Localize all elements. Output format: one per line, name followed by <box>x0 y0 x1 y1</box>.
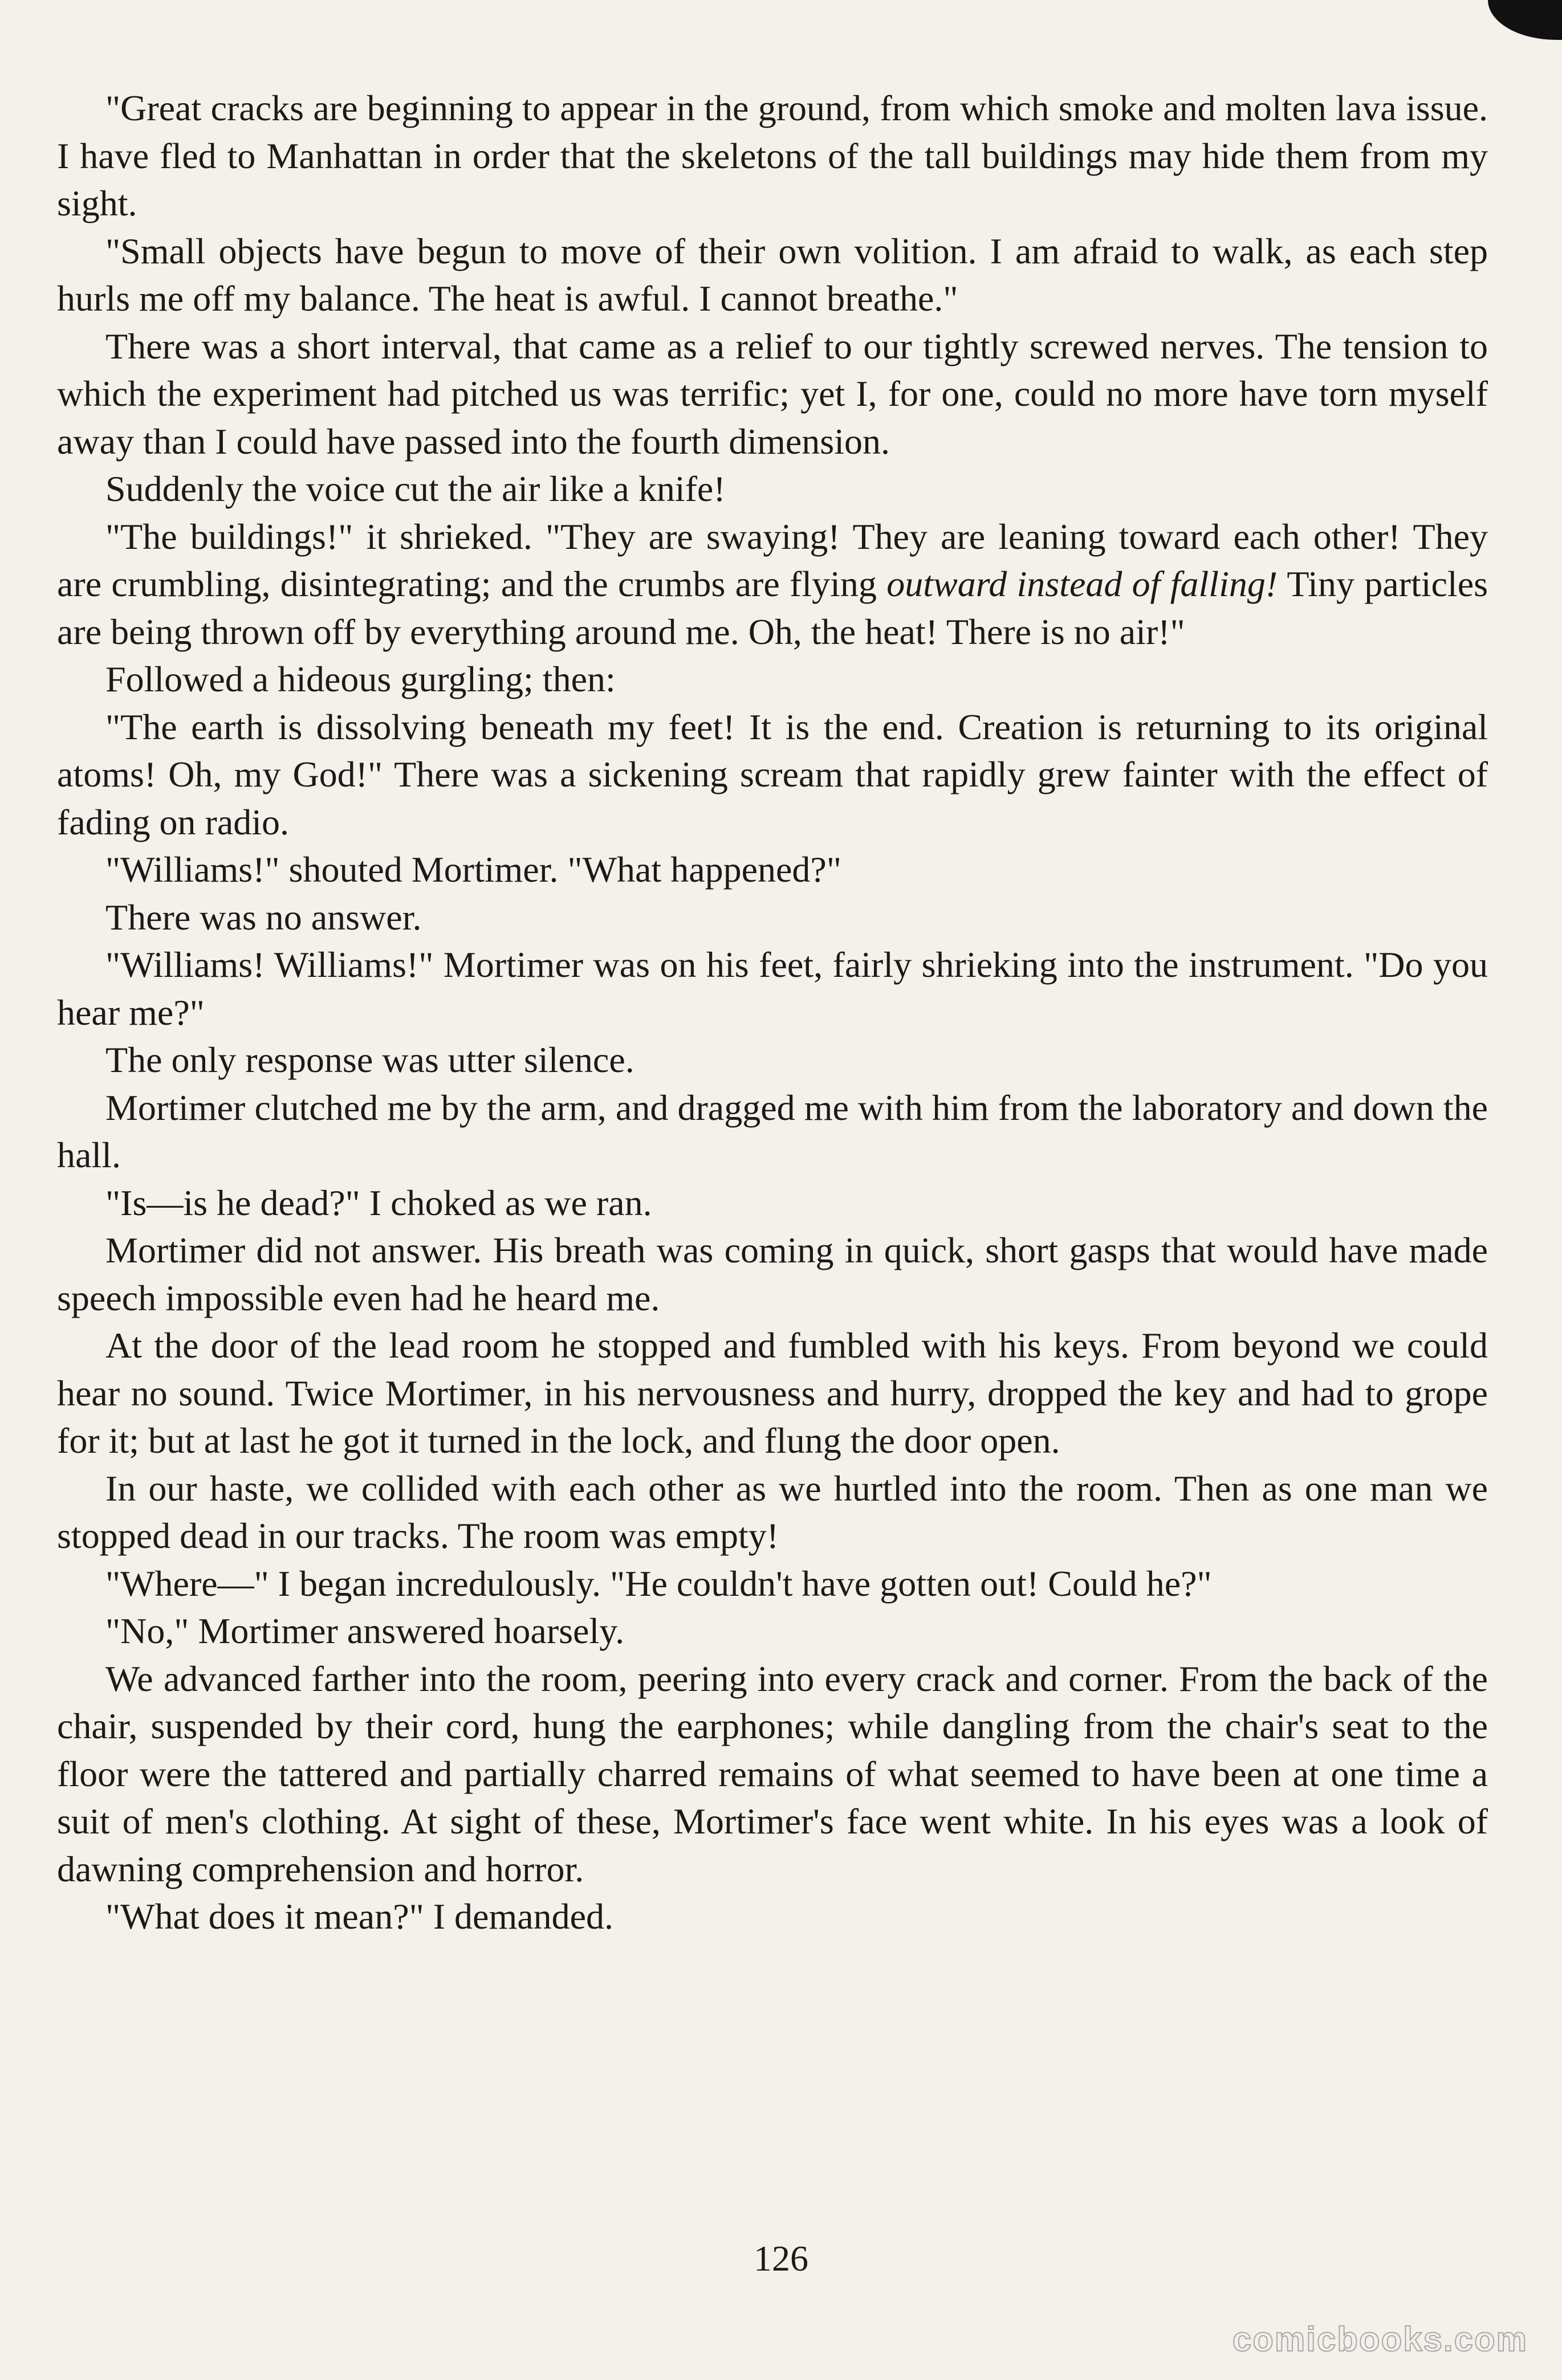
paragraph-text: Tiny particles are being thrown off by everything around me. Oh, the heat! There is no air!" <box>57 564 1488 652</box>
paragraph: "No," Mortimer answered hoarsely. <box>105 1611 625 1651</box>
paragraph <box>57 513 1488 656</box>
paragraph: Mortimer clutched me by the arm, and dragged me with him from the laboratory and down the hall. <box>57 1087 1488 1175</box>
paragraph: "Where—" I began incredulously. "He couldn't have gotten out! Could he?" <box>105 1563 1212 1604</box>
paragraph: "Small objects have begun to move of their own volition. I am afraid to walk, as each step hurls me off my balance. The heat is awful. I cannot breathe." <box>57 230 1488 319</box>
paragraph-text: "The buildings!" it shrieked. "They are swaying! They are leaning toward each other! They are crumbling, disintegrating; and the crumbs are flying <box>57 516 1488 604</box>
paragraph: We advanced farther into the room, peering into every crack and corner. From the back of the chair, suspended by their cord, hung the earphones; while dangling from the chair's seat to the floor were the tattered and partially charred remains of what seemed to have been at one time a suit of men's clothing. At sight of these, Mortimer's face went white. In his eyes was a look of dawning comprehension and horror. <box>57 1658 1488 1889</box>
emphasized-text: outward instead of falling! <box>886 564 1278 604</box>
paragraph: The only response was utter silence. <box>105 1040 634 1080</box>
paragraph: "What does it mean?" I demanded. <box>105 1896 614 1937</box>
site-watermark: comicbooks.com <box>1232 2320 1528 2358</box>
paragraph: Followed a hideous gurgling; then: <box>105 659 616 699</box>
story-text <box>57 84 1488 1941</box>
paragraph: At the door of the lead room he stopped and fumbled with his keys. From beyond we could hear no sound. Twice Mortimer, in his nervousness and hurry, dropped the key and had to grope for it; but at last he got it turned in the lock, and flung the door open. <box>57 1325 1488 1461</box>
paragraph: In our haste, we collided with each other as we hurtled into the room. Then as one man we stopped dead in our tracks. The room was empty! <box>57 1468 1488 1556</box>
paragraph: "Williams! Williams!" Mortimer was on his feet, fairly shrieking into the instrument. "Do you hear me?" <box>57 944 1488 1033</box>
paragraph: "Is—is he dead?" I choked as we ran. <box>105 1182 652 1223</box>
paragraph: Mortimer did not answer. His breath was coming in quick, short gasps that would have made speech impossible even had he heard me. <box>57 1230 1488 1318</box>
paragraph: There was a short interval, that came as a relief to our tightly screwed nerves. The tension to which the experiment had pitched us was terrific; yet I, for one, could no more have torn myself away than I could have passed into the fourth dimension. <box>57 325 1488 462</box>
paragraph: "The earth is dissolving beneath my feet! It is the end. Creation is returning to its original atoms! Oh, my God!" There was a sickening scream that rapidly grew fainter with the effect of fading on radio. <box>57 706 1488 842</box>
paragraph: "Great cracks are beginning to appear in the ground, from which smoke and molten lava issue. I have fled to Manhattan in order that the skeletons of the tall buildings may hide them from my sight. <box>57 88 1488 223</box>
page-number: 126 <box>754 2238 808 2279</box>
page-corner-mark <box>1488 0 1562 40</box>
paragraph: "Williams!" shouted Mortimer. "What happened?" <box>105 849 841 890</box>
paragraph: Suddenly the voice cut the air like a knife! <box>105 468 726 509</box>
paragraph: There was no answer. <box>105 896 422 938</box>
